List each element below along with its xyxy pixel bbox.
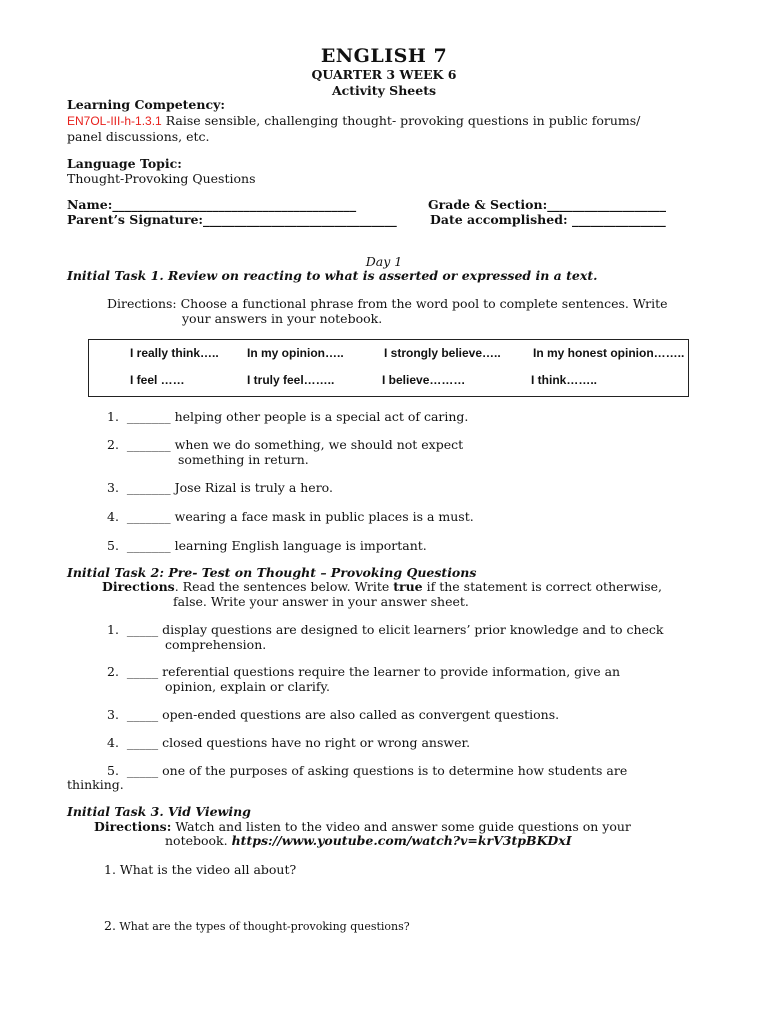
word-pool-item: I feel …… — [130, 373, 185, 387]
grade-section-line: ___________________ — [547, 197, 666, 212]
task3-directions-line-2: notebook. https://www.youtube.com/watch?v=krV3tpBKDxI — [165, 833, 572, 848]
task1-item: 5. _______ learning English language is important. — [107, 538, 427, 553]
task2-item: 5. _____ one of the purposes of asking questions is to determine how students are — [107, 763, 628, 778]
grade-section-field[interactable] — [428, 197, 666, 212]
word-pool-item: I strongly believe….. — [384, 346, 501, 360]
competency-line-2: panel discussions, etc. — [67, 129, 210, 144]
task2-item: 2. _____ referential questions require the learner to provide information, give an — [107, 664, 621, 679]
competency-text: Raise sensible, challenging thought- provoking questions in public forums/ — [165, 113, 641, 128]
topic-value: Thought-Provoking Questions — [67, 171, 256, 186]
task3-heading: Initial Task 3. Vid Viewing — [67, 804, 251, 819]
parent-signature-line: _______________________________ — [203, 212, 397, 227]
task3-question-2: 2. What are the types of thought-provoking questions? — [104, 918, 410, 933]
task1-item: 4. _______ wearing a face mask in public places is a must. — [107, 509, 474, 524]
task2-directions-line-2: false. Write your answer in your answer sheet. — [173, 594, 469, 609]
task2-directions-line-1: Directions. Read the sentences below. Write true if the statement is correct otherwise, — [102, 579, 662, 594]
document-sheet-label: Activity Sheets — [331, 83, 437, 98]
name-label: Name: — [67, 197, 113, 212]
name-field[interactable] — [67, 197, 356, 212]
document-title: ENGLISH 7 — [320, 45, 448, 67]
topic-label: Language Topic: — [67, 156, 182, 171]
task2-item-continued: opinion, explain or clarify. — [165, 679, 330, 694]
word-pool-item: I really think….. — [130, 346, 219, 360]
date-accomplished-line: _______________ — [571, 212, 666, 227]
competency-line-1 — [67, 113, 640, 128]
task1-item: 3. _______ Jose Rizal is truly a hero. — [107, 480, 333, 495]
task1-item: 2. _______ when we do something, we should not expect — [107, 437, 464, 452]
task2-item: 4. _____ closed questions have no right or wrong answer. — [107, 735, 471, 750]
task2-item: 1. _____ display questions are designed to elicit learners’ prior knowledge and to check — [107, 622, 664, 637]
task1-item-continued: something in return. — [178, 452, 309, 467]
word-pool-item: I think…….. — [531, 373, 597, 387]
grade-section-label: Grade & Section: — [428, 197, 548, 212]
task3-question-1: 1. What is the video all about? — [104, 862, 297, 877]
task1-directions-line-1: Directions: Choose a functional phrase from the word pool to complete sentences. Write — [107, 296, 668, 311]
document-subtitle: QUARTER 3 WEEK 6 — [311, 67, 457, 82]
task2-item-continued: comprehension. — [165, 637, 267, 652]
day-heading: Day 1 — [365, 254, 403, 269]
word-pool-item: In my opinion….. — [247, 346, 344, 360]
name-line: _______________________________________ — [112, 197, 357, 212]
competency-code: EN7OL-III-h-1.3.1 — [67, 114, 162, 128]
task1-item: 1. _______ helping other people is a special act of caring. — [107, 409, 469, 424]
task2-item-continued: thinking. — [67, 777, 124, 792]
task2-item: 3. _____ open-ended questions are also called as convergent questions. — [107, 707, 560, 722]
word-pool-item: I believe……… — [382, 373, 466, 387]
word-pool-item: In my honest opinion…….. — [533, 346, 685, 360]
parent-signature-label: Parent’s Signature: — [67, 212, 204, 227]
word-pool-item: I truly feel…….. — [247, 373, 335, 387]
parent-signature-field[interactable] — [67, 212, 397, 227]
word-pool-box — [88, 339, 689, 397]
date-accomplished-label: Date accomplished: — [430, 212, 568, 227]
task2-heading: Initial Task 2: Pre- Test on Thought – Provoking Questions — [67, 565, 477, 580]
task1-directions-line-2: your answers in your notebook. — [182, 311, 383, 326]
task3-directions-line-1: Directions: Watch and listen to the video and answer some guide questions on your — [94, 819, 631, 834]
competency-label: Learning Competency: — [67, 97, 225, 112]
video-link[interactable]: https://www.youtube.com/watch?v=krV3tpBKDxI — [231, 833, 572, 848]
task1-heading: Initial Task 1. Review on reacting to what is asserted or expressed in a text. — [67, 268, 598, 283]
date-accomplished-field[interactable] — [430, 212, 666, 227]
